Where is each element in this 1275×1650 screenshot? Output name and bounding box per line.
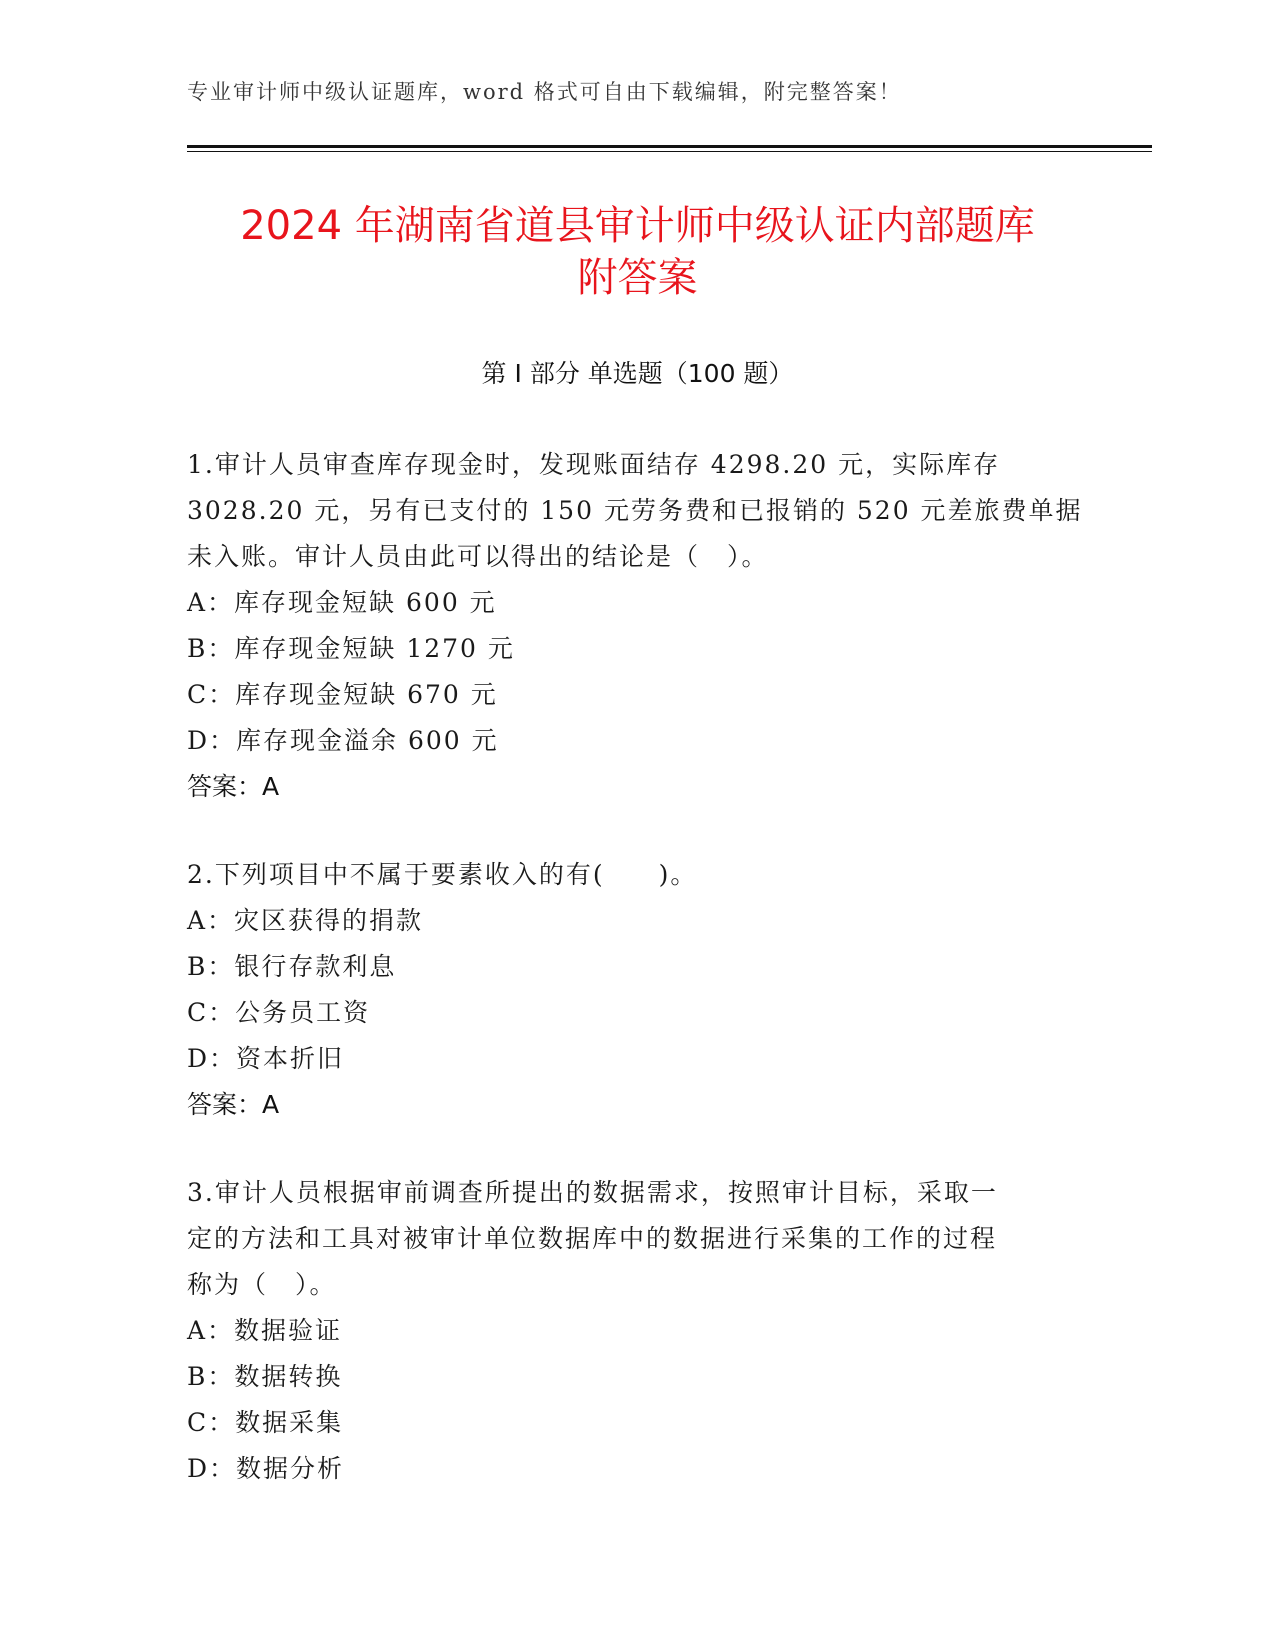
question-stem-line: 称为（ ）。 xyxy=(187,1270,337,1299)
question-stem-line: 未入账。审计人员由此可以得出的结论是（ ）。 xyxy=(187,542,769,571)
question-3 xyxy=(187,1170,1087,1492)
question-1 xyxy=(187,442,1087,810)
option-c: C：库存现金短缺 670 元 xyxy=(187,680,498,709)
question-stem-line: 3028.20 元，另有已支付的 150 元劳务费和已报销的 520 元差旅费单据 xyxy=(187,496,1083,525)
section-title: 第 I 部分 单选题（100 题） xyxy=(481,359,794,388)
option-d: D：资本折旧 xyxy=(187,1044,345,1073)
option-d: D：库存现金溢余 600 元 xyxy=(187,726,499,755)
question-stem-line: 3.审计人员根据审前调查所提出的数据需求，按照审计目标，采取一 xyxy=(187,1178,998,1207)
header-rule-thin xyxy=(187,151,1152,152)
header-rule-thick xyxy=(187,145,1152,148)
header-note: 专业审计师中级认证题库，word 格式可自由下载编辑，附完整答案！ xyxy=(187,80,902,104)
option-a: A：数据验证 xyxy=(187,1316,343,1345)
option-c: C：数据采集 xyxy=(187,1408,344,1437)
option-a: A：库存现金短缺 600 元 xyxy=(187,588,497,617)
document-title xyxy=(160,200,1115,304)
option-d: D：数据分析 xyxy=(187,1454,345,1483)
option-b: B：数据转换 xyxy=(187,1362,343,1391)
option-c: C：公务员工资 xyxy=(187,998,371,1027)
option-b: B：库存现金短缺 1270 元 xyxy=(187,634,515,663)
title-line-2: 附答案 xyxy=(577,255,698,301)
question-stem-line: 1.审计人员审查库存现金时，发现账面结存 4298.20 元，实际库存 xyxy=(187,450,1001,479)
option-b: B：银行存款利息 xyxy=(187,952,397,981)
question-2 xyxy=(187,852,1087,1128)
question-stem-line: 定的方法和工具对被审计单位数据库中的数据进行采集的工作的过程 xyxy=(187,1224,998,1253)
title-line-1: 2024 年湖南省道县审计师中级认证内部题库 xyxy=(240,203,1035,249)
question-list xyxy=(187,442,1087,1534)
option-a: A：灾区获得的捐款 xyxy=(187,906,424,935)
answer-label: 答案：A xyxy=(187,772,280,801)
question-stem-line: 2.下列项目中不属于要素收入的有( )。 xyxy=(187,860,698,889)
answer-label: 答案：A xyxy=(187,1090,280,1119)
